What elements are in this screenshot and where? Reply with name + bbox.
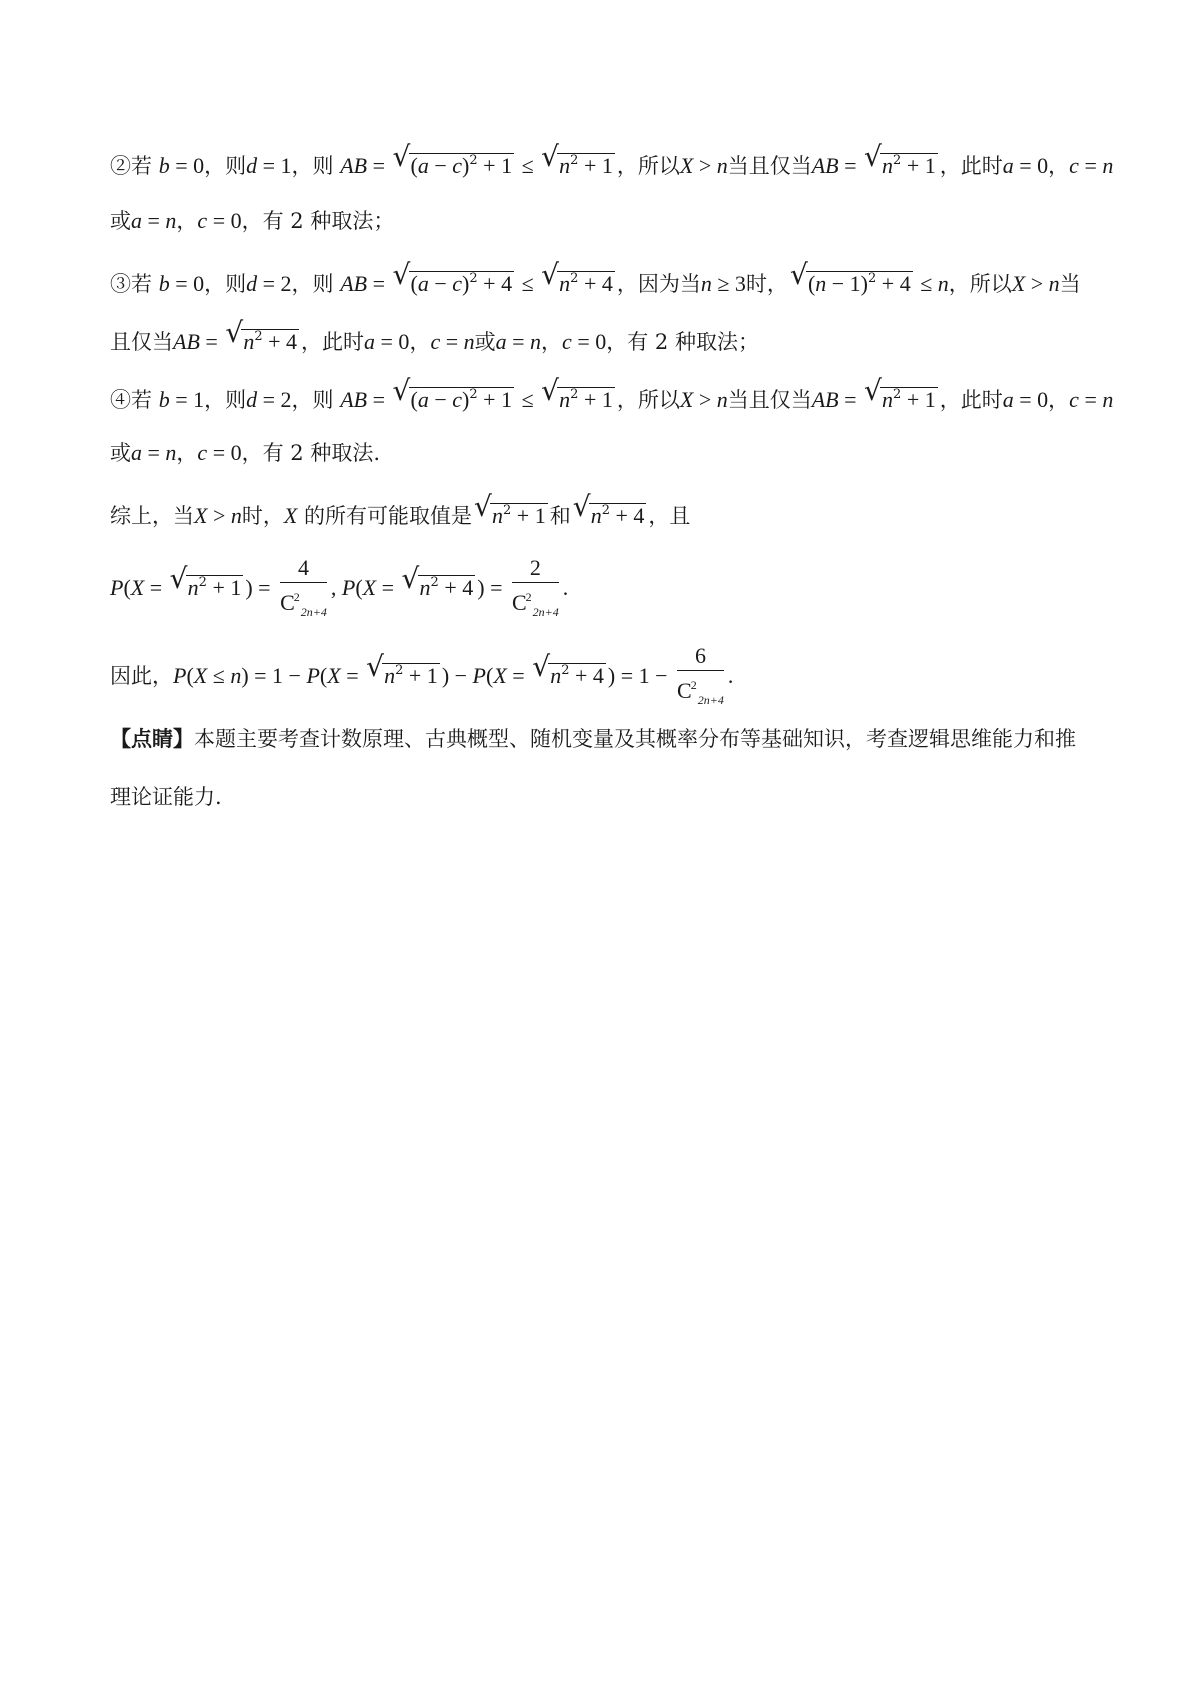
note-title: 点睛 (131, 726, 173, 751)
fraction-2: $\frac{2}{C^2_{2n+4}}$ (511, 554, 559, 619)
fraction-1: $\frac{4}{C^2_{2n+4}}$ (280, 554, 327, 619)
case-4-marker: ④ (110, 388, 131, 412)
case-2-marker: ② (110, 154, 131, 178)
case-3-marker: ③ (110, 272, 131, 296)
fraction-3: $\frac{6}{C^2_{2n+4}}$ (677, 642, 724, 707)
summary-line: 综上，当X > n时，X 的所有可能取值是√ $n^2 + 1$ 和√ $n^2 + 4$ ，且 (110, 496, 1100, 531)
note-line-1: 【点睛】本题主要考查计数原理、古典概型、随机变量及其概率分布等基础知识，考查逻辑思维能力和推 (110, 726, 1076, 751)
case-4-line-2: 或a = n，c = 0，有 2 种取法. (110, 440, 380, 465)
conclusion-formula: 因此，P(X ≤ n) = 1 − P(X = √ $n^2 + 1$ ) − P(X = √ $n^2 + 4$ ) = 1 − $\frac{6}{C^2_{2n+4}}$ . (110, 640, 1100, 714)
case-4-line-1: ④若 b = 1，则d = 2，则 AB = √ $(a - c)^2 + 1$ ≤ √ $n^2 + 1$ ，所以X > n当且仅当AB = √ $n^2 + 1$ ，此时a = 0，c = n (110, 380, 1100, 415)
note-line-2: 理论证能力. (110, 785, 222, 809)
case-2-line-1: ②若 b = 0，则d = 1，则 AB = √ $(a - c)^2 + 1$ ≤ √ $n^2 + 1$ ，所以X > n当且仅当AB = √ $n^2 + 1$ ，此时a = 0，c = n (110, 146, 1100, 181)
case-3-line-2: 且仅当AB = √ $n^2 + 4$ ，此时a = 0，c = n或a = n，c = 0，有 2 种取法； (110, 322, 1100, 357)
probability-formula: P(X = √ $n^2 + 1$ ) = $\frac{4}{C^2_{2n+4}}$ , P(X = √ $n^2 + 4$ ) = $\frac{2}{C^2_{2n+4}}$ . (110, 552, 1100, 626)
case-2-line-2: 或a = n，c = 0，有 2 种取法； (110, 208, 395, 233)
case-3-line-1: ③若 b = 0，则d = 2，则 AB = √ $(a - c)^2 + 4$ ≤ √ $n^2 + 4$ ，因为当n ≥ 3时，√ $(n - 1)^2 + 4 \le n$，所以X > n当 (110, 264, 1100, 299)
